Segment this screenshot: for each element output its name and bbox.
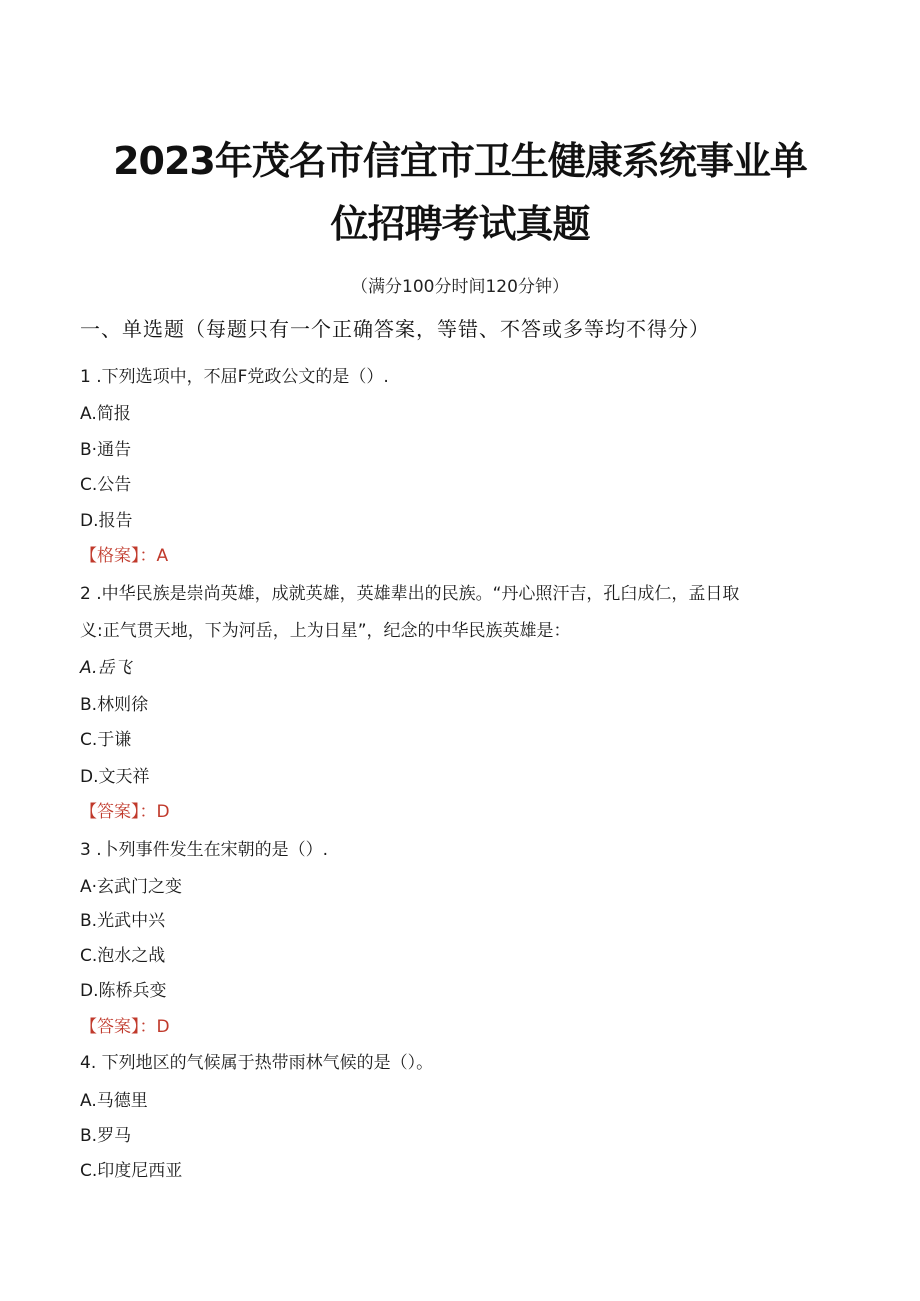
question-2-option-b: B.林则徐	[80, 695, 149, 715]
question-2-option-c: C.于谦	[80, 730, 132, 750]
question-1-option-c: C.公告	[80, 475, 132, 495]
document-title-line-1: 2023年茂名市信宜市卫生健康系统事业单	[113, 139, 807, 183]
answer-value: D	[156, 802, 170, 822]
question-1-option-b: B·通告	[80, 440, 132, 460]
question-2-option-d: D.文天祥	[80, 767, 150, 787]
answer-value: D	[156, 1017, 170, 1037]
answer-label: 【格案】：	[80, 546, 157, 566]
question-1-stem: 1 .下列选项中，不屈F党政公文的是（）.	[80, 367, 389, 387]
question-4-option-a: A.马德里	[80, 1091, 148, 1111]
question-3-answer	[80, 1012, 170, 1037]
question-2-option-a: A.岳飞	[80, 658, 132, 678]
answer-label: 【答案】：	[80, 802, 157, 822]
question-3-option-a: A·玄武门之变	[80, 877, 183, 897]
question-4-stem: 4. 下列地区的气候属于热带雨林气候的是（）。	[80, 1053, 434, 1073]
question-3-option-b: B.光武中兴	[80, 911, 166, 931]
question-1-option-a: A.简报	[80, 404, 131, 424]
question-2-stem: 2 .中华民族是崇尚英雄，成就英雄，英雄辈出的民族。“丹心照汗吉，孔臼成仁，孟日取	[80, 584, 740, 604]
question-1-option-d: D.报告	[80, 511, 133, 531]
document-title-line-2: 位招聘考试真题	[330, 202, 590, 246]
question-2-stem-continued: 义:正气贯天地，下为河岳，上为日星”，纪念的中华民族英雄是：	[80, 621, 571, 641]
question-4-option-c: C.印度尼西亚	[80, 1161, 183, 1181]
exam-duration-note: （满分100分时间120分钟）	[351, 277, 569, 297]
answer-value: A	[156, 546, 169, 566]
question-2-answer	[80, 797, 170, 822]
question-1-answer	[80, 541, 168, 566]
question-3-option-c: C.泡水之战	[80, 946, 166, 966]
answer-label: 【答案】：	[80, 1017, 157, 1037]
question-4-option-b: B.罗马	[80, 1126, 132, 1146]
question-3-stem: 3 .卜列事件发生在宋朝的是（）.	[80, 840, 329, 860]
section-heading: 一、单选题（每题只有一个正确答案，等错、不答或多等均不得分）	[80, 317, 710, 341]
question-3-option-d: D.陈桥兵变	[80, 981, 167, 1001]
